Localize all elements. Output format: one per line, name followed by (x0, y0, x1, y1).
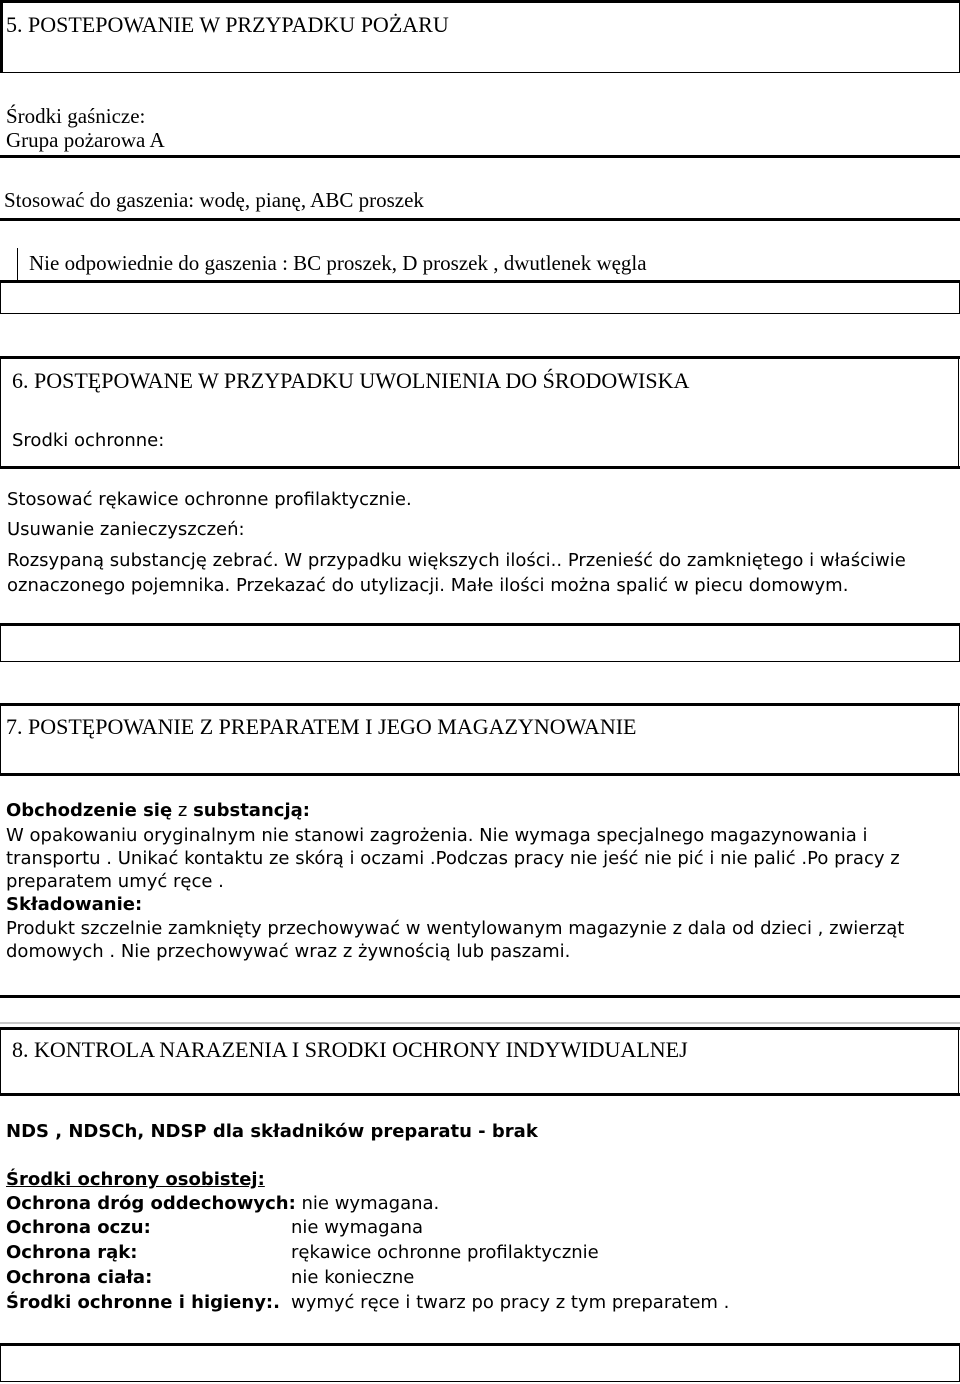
protection-text: Stosować rękawice ochronne profilaktycznie. (7, 489, 412, 510)
divider (0, 1093, 960, 1096)
section-5-title: 5. POSTEPOWANIE W PRZYPADKU POŻARU (6, 12, 449, 37)
divider (0, 466, 960, 469)
cleanup-text-line-1: Rozsypaną substancję zebrać. W przypadku większych ilości.. Przenieść do zamkniętego i właściwie (7, 550, 906, 571)
handling-text-line-3: preparatem umyć ręce . (6, 871, 224, 892)
divider (0, 356, 960, 359)
divider (0, 356, 1, 468)
divider (0, 773, 960, 776)
divider (0, 703, 960, 706)
ppe-row-respiratory (6, 1193, 439, 1214)
handling-label-part: z (172, 800, 194, 821)
suitable-media-text: Stosować do gaszenia: wodę, pianę, ABC proszek (4, 188, 424, 212)
ppe-row-eyes-value: nie wymagana (291, 1217, 424, 1238)
section-8-title: 8. KONTROLA NARAZENIA I SRODKI OCHRONY INDYWIDUALNEJ (12, 1037, 688, 1062)
ppe-row-body-label: Ochrona ciała: (6, 1267, 153, 1288)
handling-label (6, 800, 310, 821)
handling-text-line-2: transportu . Unikać kontaktu ze skórą i oczami .Podczas pracy nie jeść nie pić i nie palić .Po pracy z (6, 848, 900, 869)
ppe-row-value: nie wymagana. (295, 1193, 440, 1214)
divider (0, 1022, 960, 1024)
unsuitable-media-text: Nie odpowiednie do gaszenia : BC proszek, D proszek , dwutlenek węgla (29, 251, 647, 275)
divider (0, 218, 960, 221)
divider (958, 1027, 959, 1095)
handling-label-part: substancją: (193, 800, 310, 821)
cleanup-text-line-2: oznaczonego pojemnika. Przekazać do utylizacji. Małe ilości można spalić w piecu domowym. (7, 575, 849, 596)
section-7-title: 7. POSTĘPOWANIE Z PREPARATEM I JEGO MAGAZYNOWANIE (6, 714, 637, 739)
ppe-row-label: Ochrona dróg oddechowych: (6, 1193, 296, 1214)
ppe-row-body-value: nie konieczne (291, 1267, 415, 1288)
ppe-label: Środki ochrony osobistej: (6, 1169, 265, 1190)
divider (958, 703, 959, 775)
nds-text: NDS , NDSCh, NDSP dla składników preparatu - brak (6, 1121, 538, 1142)
extinguishing-media-label: Środki gaśnicze: (6, 104, 146, 128)
section-5-footer-box (0, 280, 960, 314)
divider (0, 155, 960, 158)
divider (958, 356, 959, 468)
ppe-row-hands-value: rękawice ochronne profilaktycznie (291, 1242, 599, 1263)
section-8-footer-box (0, 1346, 960, 1382)
divider (0, 1027, 960, 1030)
ppe-row-eyes-label: Ochrona oczu: (6, 1217, 151, 1238)
storage-text-line-2: domowych . Nie przechowywać wraz z żywnością lub paszami. (6, 941, 571, 962)
section-6-title: 6. POSTĘPOWANE W PRZYPADKU UWOLNIENIA DO ŚRODOWISKA (12, 368, 690, 393)
divider (0, 1027, 1, 1095)
fire-group-text: Grupa pożarowa A (6, 128, 165, 152)
handling-text-line-1: W opakowaniu oryginalnym nie stanowi zagrożenia. Nie wymaga specjalnego magazynowania i (6, 825, 868, 846)
handling-label-part: Obchodzenie się (6, 800, 173, 821)
divider (0, 995, 960, 998)
ppe-row-hands-label: Ochrona rąk: (6, 1242, 138, 1263)
ppe-row-hygiene-label: Środki ochronne i higieny:. (6, 1292, 280, 1313)
divider (0, 703, 1, 775)
storage-label: Składowanie: (6, 894, 143, 915)
ppe-row-hygiene-value: wymyć ręce i twarz po pracy z tym preparatem . (291, 1292, 730, 1313)
section-6-footer-box (0, 626, 960, 662)
cleanup-label: Usuwanie zanieczyszczeń: (7, 519, 245, 540)
storage-text-line-1: Produkt szczelnie zamknięty przechowywać w wentylowanym magazynie z dala od dzieci , zwierząt (6, 918, 905, 939)
divider (17, 248, 18, 280)
protection-label: Srodki ochronne: (12, 430, 165, 451)
